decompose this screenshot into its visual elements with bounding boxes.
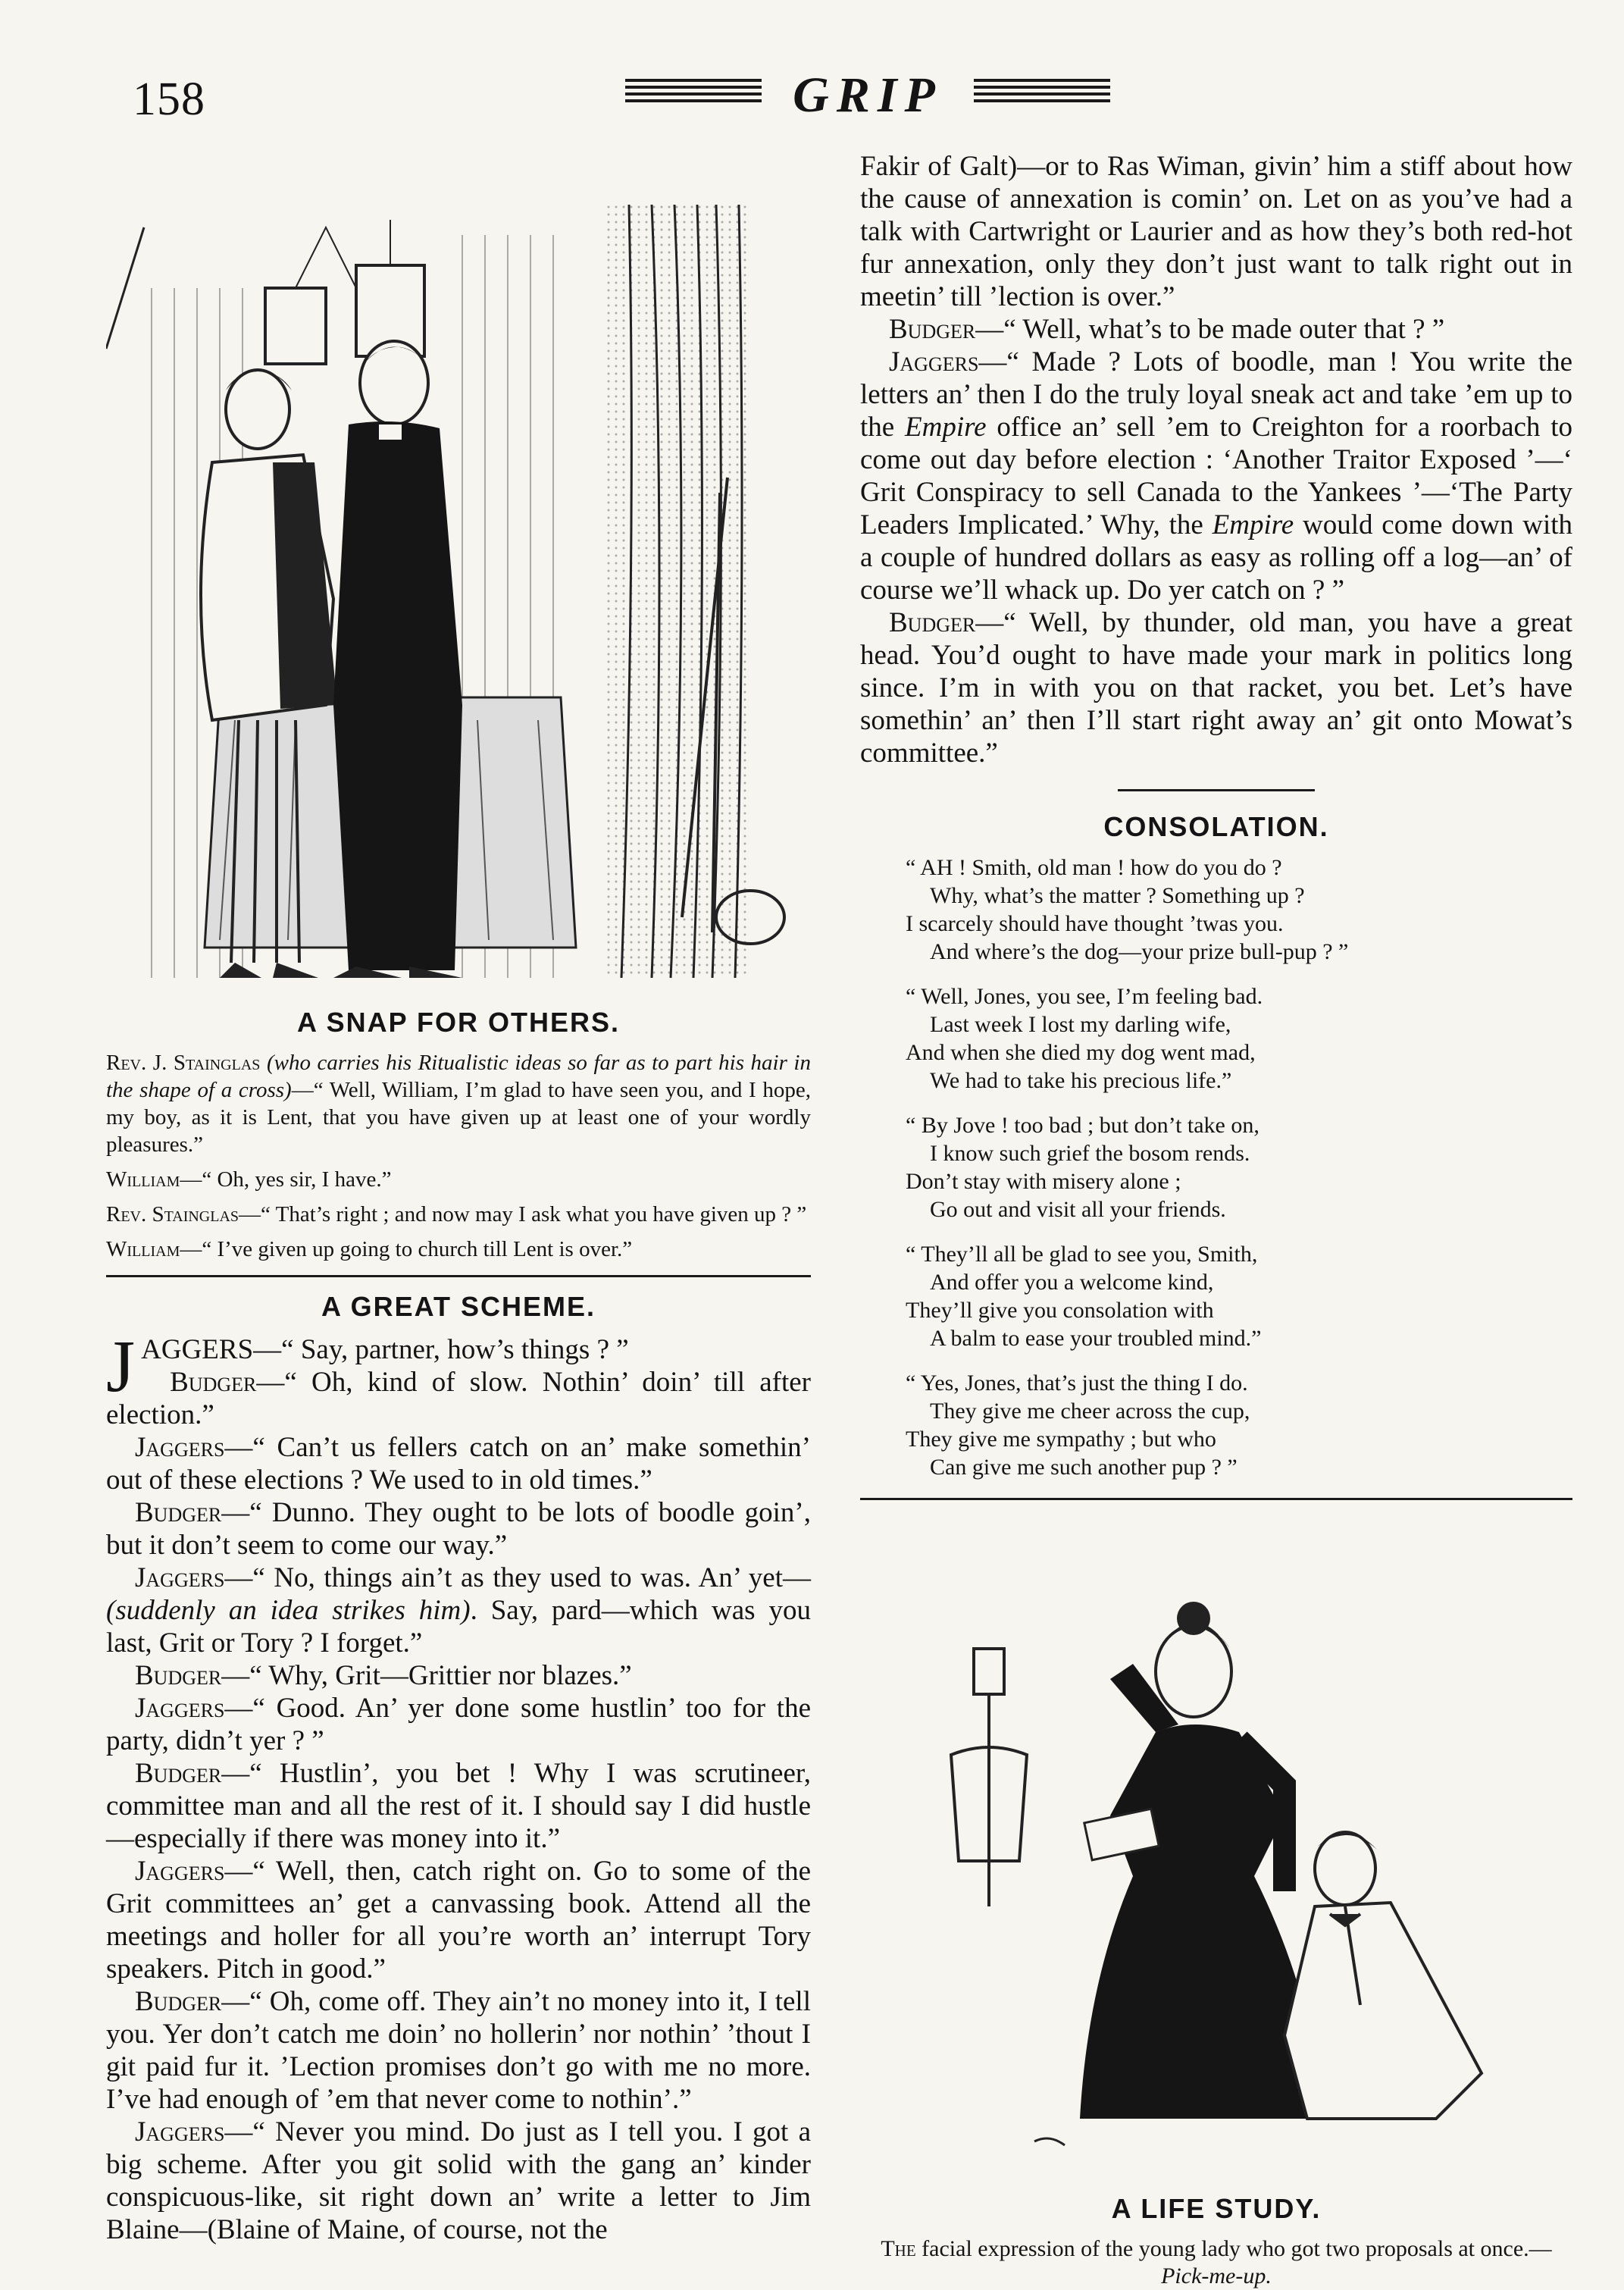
scheme-continuation: Fakir of Galt)—or to Ras Wiman, givin’ him a stiff about how the cause of annexation is comin’ on. Let on as you’ve had a talk with Cartwright or Laurier and as how they’s both red-hot fur annexation, only they don’t just want to talk right out in meetin’ till ’lection is over.”	[860, 151, 1572, 312]
speech: —“ No, things ain’t as they used to was. An’ yet—	[224, 1562, 811, 1593]
speaker: Jaggers	[135, 1432, 225, 1463]
scheme-paragraph	[106, 1431, 811, 1496]
speaker: Budger	[889, 314, 976, 345]
speaker: Jaggers	[889, 346, 979, 377]
speech: office an’ sell ’em to Creighton for a roorbach to come out day before election : ‘Another Traitor Exposed ’—‘ Grit Conspiracy to sell Canada to the Yankees ’—‘The Party Leaders Implicated.’ Why, the	[860, 412, 1572, 540]
scheme-paragraph	[860, 313, 1572, 346]
right-column	[860, 150, 1572, 2290]
speaker: Jaggers	[135, 1562, 225, 1593]
speech: —“ Well, by thunder, old man, you have a great head. You’d ought to have made your mark in politics long since. I’m in with you on that racket, you bet. Let’s have somethin’ an’ then I’ll start right away an’ git onto Mowat’s committee.”	[860, 607, 1572, 769]
scheme-paragraph	[106, 1659, 811, 1692]
newspaper-name: Empire	[1212, 509, 1294, 540]
poem-line: “ Yes, Jones, that’s just the thing I do.	[906, 1371, 1248, 1396]
life-study-illustration	[860, 1512, 1572, 2179]
poem-stanza	[906, 1240, 1572, 1352]
caption-lead: The	[881, 2236, 916, 2261]
speech: —“ Never you mind. Do just as I tell you. I got a big scheme. After you git solid with the gang an’ kinder conspicuous-like, sit right down an’ write a letter to Jim Blaine—(Blaine of Maine, of course, not the	[106, 2116, 811, 2245]
poem-line: They’ll give you consolation with	[906, 1298, 1214, 1323]
snap-line-4	[106, 1236, 811, 1263]
scheme-paragraph	[106, 1855, 811, 1985]
speech: —“ Can’t us fellers catch on an’ make somethin’ out of these elections ? We used to in old times.”	[106, 1432, 811, 1496]
stage-direction: (suddenly an idea strikes him)	[106, 1595, 471, 1626]
scheme-paragraph	[106, 1496, 811, 1562]
drop-cap: J	[106, 1326, 136, 1408]
speech: —“ Well, William, I’m glad to have seen you, and I hope, my boy, as it is Lent, that you have given up at least one of your wordly pleasures.”	[106, 1078, 811, 1157]
life-study-caption	[860, 2235, 1572, 2290]
scheme-continued	[860, 150, 1572, 769]
poem-line: They give me sympathy ; but who	[906, 1427, 1216, 1452]
divider	[860, 1498, 1572, 1500]
speech: —“ Good. An’ yer done some hustlin’ too for the party, didn’t yer ? ”	[106, 1693, 811, 1756]
speech: —“ I’ve given up going to church till Lent is over.”	[180, 1237, 633, 1261]
poem-line: Can give me such another pup ? ”	[930, 1455, 1238, 1480]
scheme-paragraph	[860, 346, 1572, 606]
speaker: Jaggers	[135, 1856, 225, 1887]
speaker: Rev. Stainglas	[106, 1202, 239, 1226]
scheme-paragraph	[106, 1985, 811, 2116]
speech: —“ Why, Grit—Grittier nor blazes.”	[221, 1660, 632, 1691]
speech: —“ Say, partner, how’s things ? ”	[253, 1334, 629, 1365]
snap-illustration	[106, 174, 811, 993]
caption-source: Pick-me-up.	[1161, 2263, 1272, 2288]
poem-stanza	[906, 1111, 1572, 1223]
poem-line: And offer you a welcome kind,	[930, 1270, 1214, 1295]
snap-dialogue	[106, 1049, 811, 1263]
poem-stanza	[906, 1369, 1572, 1481]
masthead-title: GRIP	[793, 67, 943, 123]
speaker: Budger	[889, 607, 976, 638]
caption-text: facial expression of the young lady who got two proposals at once.—	[915, 2236, 1552, 2261]
poem-stanza	[906, 982, 1572, 1095]
speaker: AGGERS	[141, 1334, 254, 1365]
speech: —“ Dunno. They ought to be lots of boodle goin’, but it don’t seem to come our way.”	[106, 1497, 811, 1561]
speech: would come down with a couple of hundred dollars as easy as rolling off a log—an’ of course we’ll whack up. Do yer catch on ? ”	[860, 509, 1572, 606]
speech: —“ Made ? Lots of boodle, man ! You write the letters an’ then I do the truly loyal sneak act and take ’em up to the	[860, 346, 1572, 443]
speech: —“ Well, then, catch right on. Go to some of the Grit committees an’ get a canvassing book. Attend all the meetings and holler for all you’re worth an’ interrupt Tory speakers. Pitch in good.”	[106, 1856, 811, 1985]
speaker: Jaggers	[135, 2116, 225, 2147]
divider	[106, 1275, 811, 1277]
speaker: William	[106, 1237, 180, 1261]
scheme-paragraph	[106, 2116, 811, 2246]
snap-line-1	[106, 1049, 811, 1158]
speech: . Say, pard—which was you last, Grit or Tory ? I forget.”	[106, 1595, 811, 1659]
poem-line: Go out and visit all your friends.	[930, 1197, 1226, 1222]
scheme-body	[106, 1326, 811, 2246]
poem-line: And where’s the dog—your prize bull-pup ? ”	[930, 939, 1349, 964]
scheme-title: A GREAT SCHEME.	[321, 1291, 596, 1322]
masthead-rule-right	[974, 79, 1110, 112]
masthead-rule-left	[625, 79, 762, 112]
speaker: Budger	[135, 1986, 222, 2017]
speaker: Budger	[170, 1367, 257, 1398]
speech: —“ That’s right ; and now may I ask what you have given up ? ”	[239, 1202, 807, 1226]
snap-title: A SNAP FOR OTHERS.	[296, 1007, 621, 1038]
speech: —“ Oh, kind of slow. Nothin’ doin’ till after election.”	[106, 1367, 811, 1430]
poem-line: “ Well, Jones, you see, I’m feeling bad.	[906, 984, 1263, 1009]
poem-line: Last week I lost my darling wife,	[930, 1012, 1231, 1037]
speaker: Rev. J. Stainglas	[106, 1051, 261, 1075]
speech: —“ Oh, yes sir, I have.”	[180, 1167, 392, 1192]
page-number: 158	[133, 74, 205, 125]
speech: —“ Oh, come off. They ain’t no money into it, I tell you. Yer don’t catch me doin’ no hollerin’ nor nothin’ ’thout I git paid fur it. ’Lection promises don’t go with me no more. I’ve had enough of ’em that never come to nothin’.”	[106, 1986, 811, 2115]
poem-line: I know such grief the bosom rends.	[930, 1141, 1250, 1166]
poem-line: I scarcely should have thought ’twas you.	[906, 911, 1284, 936]
speaker: Budger	[135, 1758, 222, 1789]
consolation-poem	[906, 854, 1572, 1481]
poem-line: “ By Jove ! too bad ; but don’t take on,	[906, 1113, 1259, 1138]
scheme-paragraph	[106, 1757, 811, 1855]
scheme-paragraph	[106, 1366, 811, 1431]
scheme-paragraph	[106, 1562, 811, 1659]
speaker: Jaggers	[135, 1693, 225, 1724]
poem-line: “ They’ll all be glad to see you, Smith,	[906, 1242, 1258, 1267]
snap-line-3	[106, 1201, 811, 1228]
poem-line: A balm to ease your troubled mind.”	[930, 1326, 1262, 1351]
poem-line: We had to take his precious life.”	[930, 1068, 1232, 1093]
speech: —“ Hustlin’, you bet ! Why I was scrutineer, committee man and all the rest of it. I should say I did hustle—especially if there was money into it.”	[106, 1758, 811, 1854]
consolation-title: CONSOLATION.	[1103, 811, 1329, 842]
life-study-title: A LIFE STUDY.	[1111, 2193, 1322, 2224]
divider	[1118, 789, 1315, 791]
speaker: Budger	[135, 1497, 222, 1528]
snap-line-2	[106, 1166, 811, 1193]
poem-line: “ AH ! Smith, old man ! how do you do ?	[906, 855, 1282, 880]
poem-stanza	[906, 854, 1572, 966]
poem-line: Don’t stay with misery alone ;	[906, 1169, 1181, 1194]
poem-line: Why, what’s the matter ? Something up ?	[930, 883, 1305, 908]
speech: —“ Well, what’s to be made outer that ? ”	[975, 314, 1445, 345]
poem-line: They give me cheer across the cup,	[930, 1399, 1250, 1424]
poem-line: And when she died my dog went mad,	[906, 1040, 1256, 1065]
scheme-paragraph	[106, 1692, 811, 1757]
scheme-paragraph	[860, 606, 1572, 769]
masthead	[625, 67, 1110, 123]
speaker: Budger	[135, 1660, 222, 1691]
stage-direction: (who carries his Ritualistic ideas so far as to part his hair in the shape of a cross)	[106, 1051, 811, 1102]
newspaper-name: Empire	[905, 412, 987, 443]
left-column	[106, 174, 811, 2246]
speaker: William	[106, 1167, 180, 1192]
